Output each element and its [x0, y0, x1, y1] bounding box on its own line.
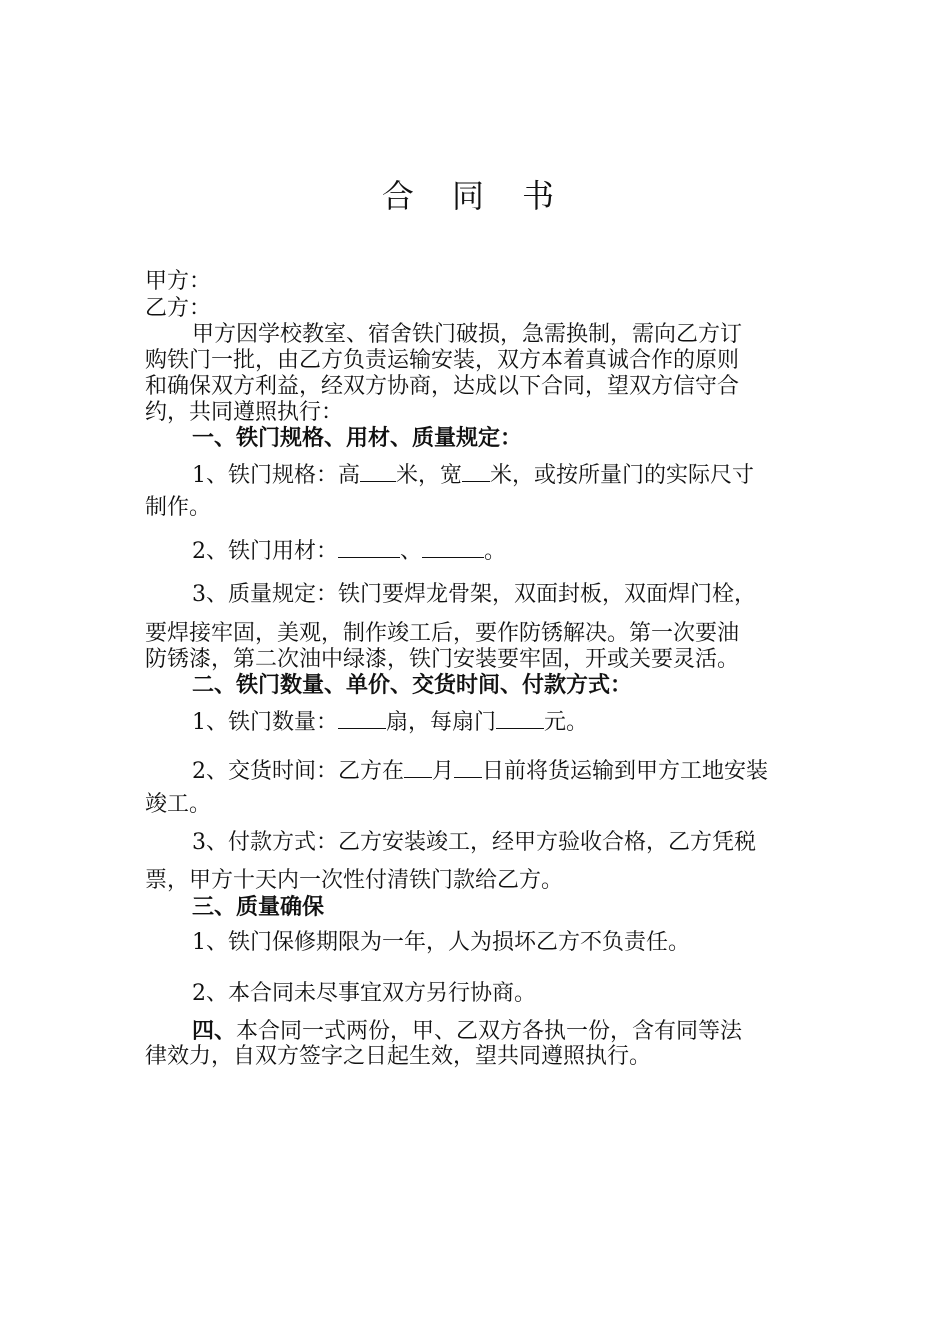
- section-1-item-2: [192, 535, 812, 566]
- section-2-heading: 二、铁门数量、单价、交货时间、付款方式：: [192, 672, 633, 698]
- quantity-blank: [338, 706, 386, 729]
- section-4-label: 四、: [192, 1018, 237, 1044]
- section-2-item-2: [192, 755, 812, 786]
- spec-label: 1、铁门规格：高: [192, 463, 360, 488]
- section-4-line-2: 律效力，自双方签字之日起生效，望共同遵照执行。: [145, 1044, 652, 1069]
- intro-line-2: 购铁门一批，由乙方负责运输安装，双方本着真诚合作的原则: [145, 348, 740, 373]
- delivery-label: 2、交货时间：乙方在: [192, 759, 404, 784]
- section-1-item-1: [192, 459, 812, 490]
- quantity-label: 1、铁门数量：: [192, 710, 338, 735]
- intro-line-3: 和确保双方利益，经双方协商，达成以下合同，望双方信守合: [145, 374, 740, 399]
- material-blank-1: [338, 535, 400, 558]
- section-1-item-3-line-1: 3、质量规定：铁门要焊龙骨架，双面封板，双面焊门栓，: [192, 582, 756, 607]
- section-1-item-3-line-2: 要焊接牢固，美观，制作竣工后，要作防锈解决。第一次要油: [145, 621, 740, 646]
- month-blank: [404, 755, 432, 778]
- section-4-text: 本合同一式两份，甲、乙双方各执一份，含有同等法: [236, 1019, 743, 1044]
- day-blank: [454, 755, 482, 778]
- section-3-item-1: 1、铁门保修期限为一年，人为损坏乙方不负责任。: [192, 930, 690, 955]
- section-1-item-3-line-3: 防锈漆，第二次油中绿漆，铁门安装要牢固，开或关要灵活。: [145, 647, 740, 672]
- section-1-heading: 一、铁门规格、用材、质量规定：: [192, 425, 523, 451]
- delivery-tail: 日前将货运输到甲方工地安装: [482, 759, 769, 784]
- section-2-item-2-cont: 竣工。: [145, 792, 212, 817]
- section-2-item-3-line-2: 票，甲方十天内一次性付清铁门款给乙方。: [145, 868, 564, 893]
- section-4-line-1: [192, 1017, 812, 1046]
- material-label: 2、铁门用材：: [192, 539, 338, 564]
- month-label: 月: [432, 759, 455, 784]
- document-title: 合 同 书: [381, 177, 569, 215]
- unit-price-label: 扇，每扇门: [386, 710, 497, 735]
- intro-line-4: 约，共同遵照执行：: [145, 400, 344, 425]
- material-separator: 、: [400, 539, 423, 564]
- party-a-label: 甲方：: [145, 269, 212, 294]
- spec-tail: 米，或按所量门的实际尺寸: [490, 463, 755, 488]
- price-unit: 元。: [544, 710, 589, 735]
- section-2-item-1: [192, 706, 812, 737]
- height-blank: [360, 459, 396, 482]
- section-3-heading: 三、质量确保: [192, 894, 325, 920]
- intro-line-1: 甲方因学校教室、宿舍铁门破损，急需换制，需向乙方订: [192, 322, 743, 347]
- spec-width-label: 米，宽: [396, 463, 463, 488]
- price-blank: [496, 706, 544, 729]
- material-blank-2: [422, 535, 484, 558]
- width-blank: [462, 459, 490, 482]
- party-b-label: 乙方：: [145, 296, 212, 321]
- section-2-item-3-line-1: 3、付款方式：乙方安装竣工，经甲方验收合格，乙方凭税: [192, 830, 756, 855]
- section-1-item-1-cont: 制作。: [145, 495, 212, 520]
- material-end: 。: [484, 539, 507, 564]
- section-3-item-2: 2、本合同未尽事宜双方另行协商。: [192, 981, 536, 1006]
